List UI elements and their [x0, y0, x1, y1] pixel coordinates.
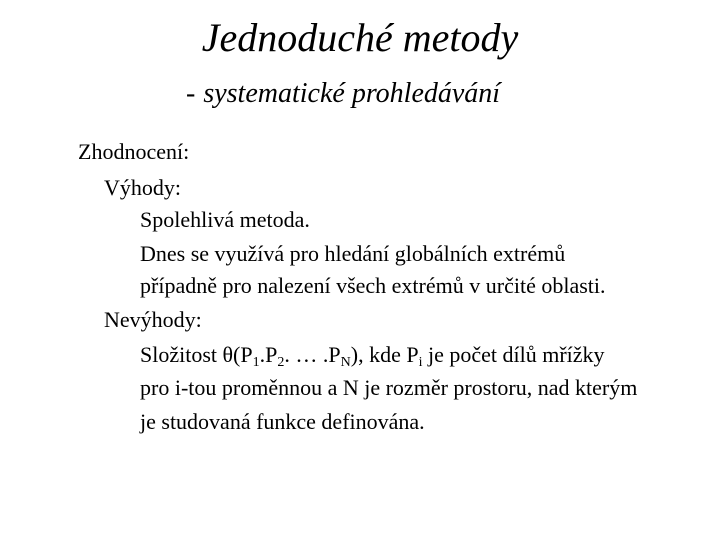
disadvantages-label: Nevýhody: [104, 307, 202, 332]
subtitle-text: systematické prohledávání [203, 78, 501, 109]
subscript-n: N [340, 355, 351, 370]
slide-title: Jednoduché metody [201, 15, 519, 60]
complexity-sep1: .P [259, 342, 278, 367]
advantage-item: Spolehlivá metoda. [140, 207, 310, 232]
advantages-label: Výhody: [104, 175, 181, 200]
complexity-mid: ), kde P [350, 342, 419, 367]
complexity-prefix: Složitost θ(P [140, 342, 253, 367]
advantage-item: Dnes se využívá pro hledání globálních extrémů [140, 241, 566, 266]
advantage-item: případně pro nalezení všech extrémů v určité oblasti. [140, 273, 606, 298]
complexity-suffix: je počet dílů mřížky [422, 342, 605, 367]
complexity-line [140, 341, 605, 369]
disadvantage-item: je studovaná funkce definována. [140, 409, 425, 434]
subscript-1: 1 [252, 355, 260, 370]
slide-subtitle [186, 76, 500, 112]
subscript-i: i [418, 355, 423, 370]
subtitle-dash: - [186, 78, 196, 109]
subscript-2: 2 [277, 355, 285, 370]
complexity-sep2: . … .P [284, 342, 341, 367]
disadvantage-item: pro i-tou proměnnou a N je rozměr prostoru, nad kterým [140, 375, 638, 400]
evaluation-heading: Zhodnocení: [78, 139, 190, 164]
